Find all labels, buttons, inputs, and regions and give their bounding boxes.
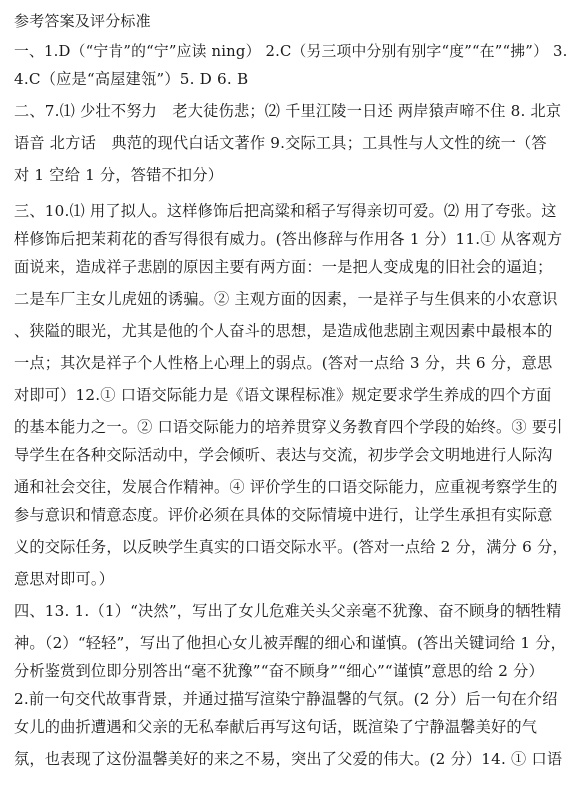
answer-line: 一点；其次是祥子个人性格上心理上的弱点。(答对一点给 3 分，共 6 分，意思 [14, 354, 553, 372]
answer-line: 语音 北方话 典范的现代白话文著作 9.交际工具；工具性与人文性的统一（答 [14, 134, 547, 152]
answer-line: 导学生在各种交际活动中，学会倾听、表达与交流，初步学会文明地进行人际沟 [14, 446, 553, 464]
answer-line: 参与意识和情意态度。评价必须在具体的交际情境中进行，让学生承担有实际意 [14, 506, 553, 524]
answer-line: 、狭隘的眼光，尤其是他的个人奋斗的思想，是造成他悲剧主观因素中最根本的 [14, 322, 553, 340]
answer-line: 2.前一句交代故事背景，并通过描写渲染宁静温馨的气氛。(2 分）后一句在介绍 [14, 690, 558, 708]
answer-line: 义的交际任务，以反映学生真实的口语交际水平。(答对一点给 2 分，满分 6 分， [14, 538, 568, 556]
answer-line: 通和社会交往，发展合作精神。④ 评价学生的口语交际能力，应重视考察学生的 [14, 478, 558, 496]
answer-line: 意思对即可。） [14, 570, 115, 588]
answer-line: 二是车厂主女儿虎妞的诱骗。② 主观方面的因素，一是祥子与生俱来的小农意识 [14, 290, 558, 308]
answer-line: 三、10.⑴ 用了拟人。这样修饰后把高粱和稻子写得亲切可爱。⑵ 用了夸张。这 [14, 202, 557, 220]
answer-line: 4.C（应是“高屋建瓴”）5. D 6. B [14, 70, 249, 88]
answer-line: 对即可）12.① 口语交际能力是《语文课程标准》规定要求学生养成的四个方面 [14, 386, 552, 404]
answer-line: 分析鉴赏到位即分别答出“毫不犹豫”“奋不顾身”“细心”“谨慎”意思的给 2 分） [14, 662, 544, 680]
answer-line: 四、13. 1.（1）“决然”，写出了女儿危难关头父亲毫不犹豫、奋不顾身的牺牲精 [14, 602, 562, 620]
answer-line: 氛，也表现了这份温馨美好的来之不易，突出了父爱的伟大。(2 分）14. ① 口语 [14, 750, 563, 768]
answer-line: 对 1 空给 1 分，答错不扣分） [14, 166, 224, 184]
answer-line: 一、1.D（“宁肯”的“宁”应读 ning） 2.C（另三项中分别有别字“度”“在”“拂”） 3. [14, 43, 568, 60]
answer-line: 面说来，造成祥子悲剧的原因主要有两方面：一是把人变成鬼的旧社会的逼迫； [14, 258, 553, 276]
answer-line: 女儿的曲折遭遇和父亲的无私奉献后再写这句话，既渲染了宁静温馨美好的气 [14, 718, 538, 736]
answer-line: 二、7.⑴ 少壮不努力 老大徒伤悲；⑵ 千里江陵一日还 两岸猿声啼不住 8. 北京 [14, 102, 562, 120]
page-title: 参考答案及评分标准 [14, 12, 151, 30]
answer-line: 的基本能力之一。② 口语交际能力的培养贯穿义务教育四个学段的始终。③ 要引 [14, 418, 563, 436]
answer-line: 样修饰后把茉莉花的香写得很有威力。(答出修辞与作用各 1 分）11.① 从客观方 [14, 230, 563, 248]
answer-line: 神。（2）“轻轻”，写出了他担心女儿被弄醒的细心和谨慎。(答出关键词给 1 分， [14, 634, 567, 652]
